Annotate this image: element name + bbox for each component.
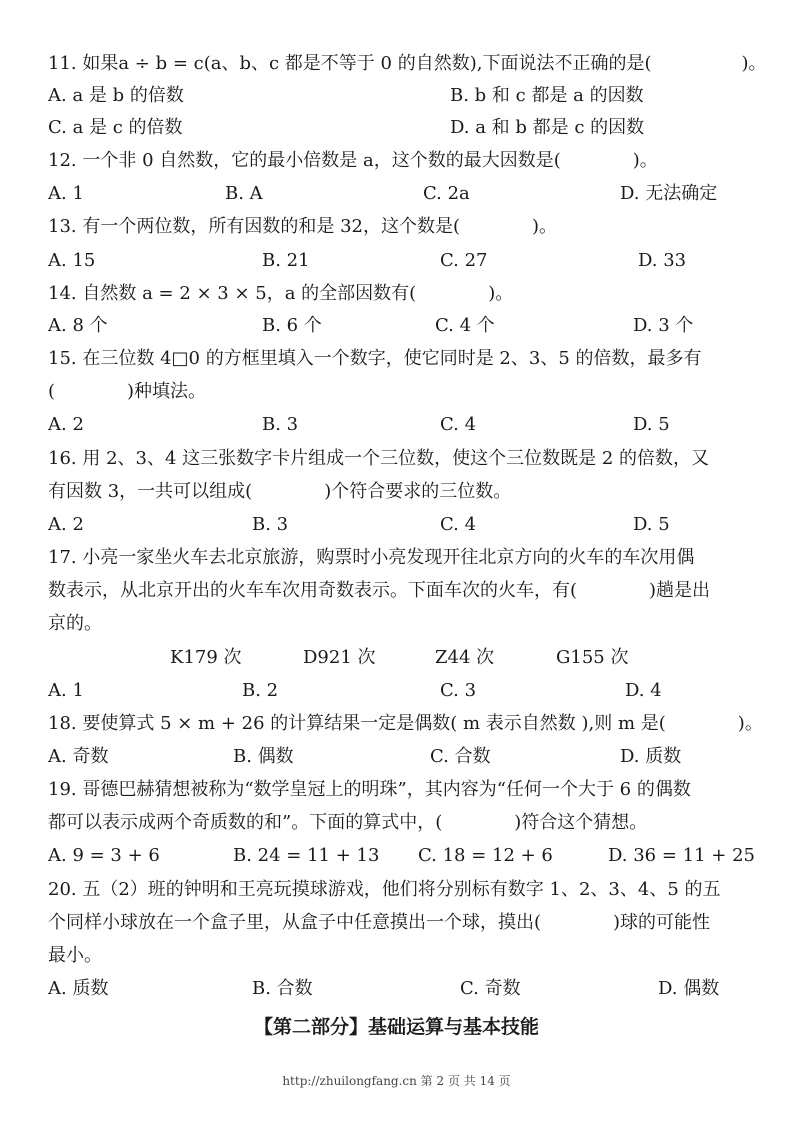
question-17-option-d: D. 4 (625, 680, 662, 701)
page-footer: http://zhuilongfang.cn 第 2 页 共 14 页 (282, 1074, 511, 1088)
question-18-stem: 18. 要使算式 5 × m + 26 的计算结果一定是偶数( m 表示自然数 ),则 m 是( )。 (48, 713, 763, 734)
question-16-option-b: B. 3 (252, 514, 289, 535)
question-14-option-c: C. 4 个 (435, 315, 495, 336)
train-number: K179 次 (170, 647, 242, 668)
question-11-option-b: B. b 和 c 都是 a 的因数 (450, 85, 644, 106)
question-20-option-c: C. 奇数 (460, 978, 521, 999)
question-15-option-c: C. 4 (440, 414, 477, 435)
question-11-option-c: C. a 是 c 的倍数 (48, 117, 183, 138)
question-20-option-b: B. 合数 (252, 978, 313, 999)
section-title: 【第二部分】基础运算与基本技能 (253, 1016, 539, 1038)
question-15-option-b: B. 3 (262, 414, 299, 435)
question-15-stem-line-2: ( )种填法。 (48, 381, 207, 402)
question-12-option-c: C. 2a (423, 183, 470, 204)
question-13-option-a: A. 15 (48, 250, 96, 271)
question-12-option-b: B. A (225, 183, 263, 204)
question-12-option-d: D. 无法确定 (620, 183, 718, 204)
question-15-option-a: A. 2 (48, 414, 84, 435)
question-11-option-a: A. a 是 b 的倍数 (48, 85, 184, 106)
question-18-option-a: A. 奇数 (48, 746, 109, 767)
question-14-option-d: D. 3 个 (633, 315, 694, 336)
question-17-stem-line-2: 数表示，从北京开出的火车车次用奇数表示。下面车次的火车，有( )趟是出 (48, 580, 711, 601)
question-20-option-d: D. 偶数 (658, 978, 720, 999)
question-16-option-a: A. 2 (48, 514, 84, 535)
question-16-stem-line-2: 有因数 3，一共可以组成( )个符合要求的三位数。 (48, 481, 512, 502)
question-14-stem: 14. 自然数 a = 2 × 3 × 5，a 的全部因数有( )。 (48, 283, 514, 304)
question-20-stem-line-1: 20. 五（2）班的钟明和王亮玩摸球游戏，他们将分别标有数字 1、2、3、4、5 的五 (48, 879, 721, 900)
question-14-option-b: B. 6 个 (262, 315, 322, 336)
question-17-option-c: C. 3 (440, 680, 477, 701)
question-13-stem: 13. 有一个两位数，所有因数的和是 32，这个数是( )。 (48, 216, 558, 237)
question-18-option-c: C. 合数 (430, 746, 491, 767)
question-19-stem-line-1: 19. 哥德巴赫猜想被称为“数学皇冠上的明珠”，其内容为“任何一个大于 6 的偶数 (48, 779, 691, 800)
question-17-option-b: B. 2 (242, 680, 279, 701)
question-16-stem-line-1: 16. 用 2、3、4 这三张数字卡片组成一个三位数，使这个三位数既是 2 的倍数，又 (48, 448, 710, 469)
question-18-option-d: D. 质数 (620, 746, 682, 767)
question-19-option-d: D. 36 = 11 + 25 (608, 845, 755, 866)
question-11-stem: 11. 如果a ÷ b = c(a、b、c 都是不等于 0 的自然数),下面说法不正确的是( )。 (48, 53, 767, 74)
question-15-stem-line-1: 15. 在三位数 4□0 的方框里填入一个数字，使它同时是 2、3、5 的倍数，最多有 (48, 348, 702, 369)
question-15-option-d: D. 5 (633, 414, 670, 435)
question-17-stem-line-3: 京的。 (48, 613, 102, 634)
train-number: G155 次 (556, 647, 629, 668)
question-19-option-c: C. 18 = 12 + 6 (418, 845, 553, 866)
question-14-option-a: A. 8 个 (48, 315, 108, 336)
question-13-option-c: C. 27 (440, 250, 488, 271)
question-20-stem-line-2: 个同样小球放在一个盒子里，从盒子中任意摸出一个球，摸出( )球的可能性 (48, 912, 711, 933)
train-number: D921 次 (303, 647, 376, 668)
question-13-option-d: D. 33 (638, 250, 687, 271)
question-17-option-a: A. 1 (48, 680, 84, 701)
question-12-stem: 12. 一个非 0 自然数，它的最小倍数是 a，这个数的最大因数是( )。 (48, 150, 658, 171)
question-19-option-b: B. 24 = 11 + 13 (233, 845, 380, 866)
question-19-stem-line-2: 都可以表示成两个奇质数的和”。下面的算式中，( )符合这个猜想。 (48, 812, 648, 833)
question-16-option-d: D. 5 (633, 514, 670, 535)
question-17-stem-line-1: 17. 小亮一家坐火车去北京旅游，购票时小亮发现开往北京方向的火车的车次用偶 (48, 547, 695, 568)
question-18-option-b: B. 偶数 (233, 746, 294, 767)
question-11-option-d: D. a 和 b 都是 c 的因数 (450, 117, 645, 138)
question-16-option-c: C. 4 (440, 514, 477, 535)
question-12-option-a: A. 1 (48, 183, 84, 204)
question-13-option-b: B. 21 (262, 250, 310, 271)
question-19-option-a: A. 9 = 3 + 6 (48, 845, 160, 866)
train-number: Z44 次 (435, 647, 495, 668)
question-20-option-a: A. 质数 (48, 978, 109, 999)
question-20-stem-line-3: 最小。 (48, 945, 102, 966)
